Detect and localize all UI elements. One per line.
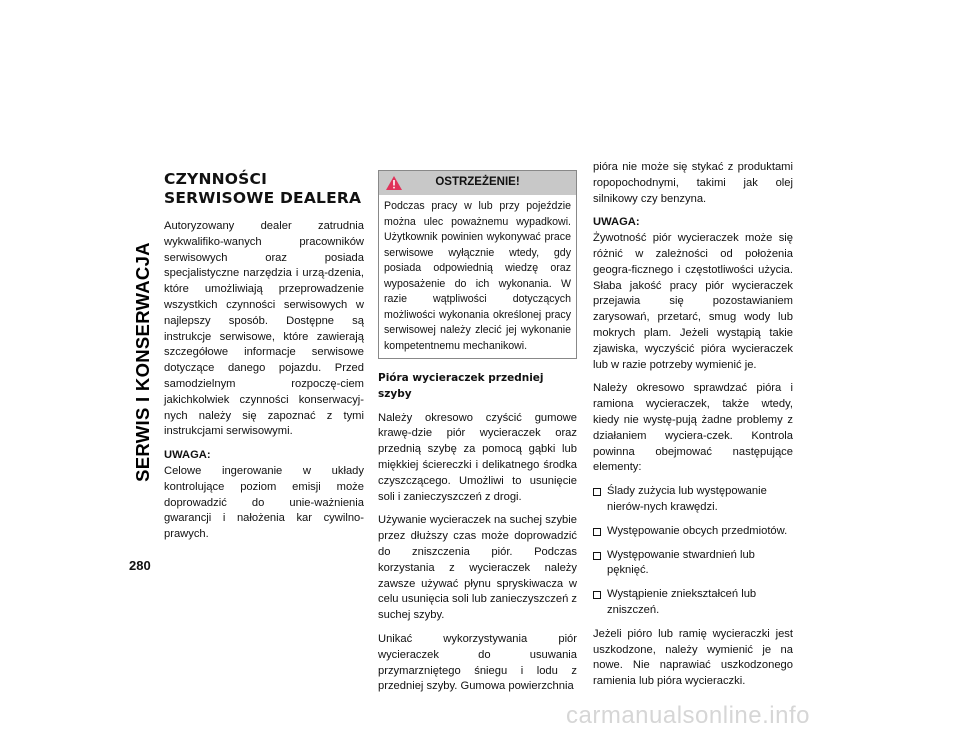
warning-text: Podczas pracy w lub przy pojeździe można ulec poważnemu wypadkowi. Użytkownik powinien wykonywać prace serwisowe wyłącznie wtedy, gdy posiada odpowiednią wiedzę oraz wyposażenie do ich wykonania. W razie wątpliwości dotyczących możliwości wykonania określonej pracy serwisowej należy zlecić jej wykonanie kompetentnemu mechanikowi.: [384, 200, 571, 352]
list-item: [593, 484, 793, 516]
wiper-paragraph-1: Należy okresowo czyścić gumowe krawę-dzie piór wycieraczek oraz przednią szybę za pomocą gąbki lub miękkiej ściereczki i delikatnego środka czyszczącego. Umożliwi to usunięcie soli i zanieczyszczeń z drogi.: [378, 411, 577, 503]
list-item-text: Występowanie stwardnień lub pęknięć.: [607, 548, 755, 577]
square-bullet-icon: [593, 591, 601, 599]
section-title: CZYNNOŚCI SERWISOWE DEALERA: [164, 170, 362, 207]
note-text-2: Żywotność piór wycieraczek może się różnić w zależności od położenia geogra-ficznego i częstotliwości użycia. Słaba jakość pracy piór wycieraczek przejawia się pozostawianiem zarysowań, przetarć, smug wody lub mokrych plam. Jeżeli wystąpią takie zjawiska, wyczyścić pióra wycieraczek lub w razie potrzeby wymienić je.: [593, 232, 793, 371]
page-number: 280: [129, 558, 151, 573]
wiper-subheading: Pióra wycieraczek przedniej szyby: [378, 372, 544, 400]
square-bullet-icon: [593, 528, 601, 536]
section-sidebar-text: SERWIS I KONSERWACJA: [132, 242, 153, 482]
wiper-paragraph-continued: pióra nie może się stykać z produktami ropopochodnymi, takimi jak olej silnikowy czy benzyna.: [593, 161, 793, 205]
intro-paragraph: Autoryzowany dealer zatrudnia wykwalifiko-wanych pracowników serwisowych oraz posiada specjalistyczne narzędzia i urzą-dzenia, które umożliwiają przeprowadzenie wszystkich czynności serwisowych w najlepszy sposób. Dostępne są instrukcje serwisowe, które zawierają szczegółowe informacje serwisowe dotyczące danego pojazdu. Przed samodzielnym rozpoczę-ciem jakichkolwiek czynności konserwacyj-nych należy się zapoznać z tymi instrukcjami serwisowymi.: [164, 220, 364, 438]
warning-title: OSTRZEŻENIE!: [435, 176, 520, 189]
square-bullet-icon: [593, 552, 601, 560]
replacement-paragraph: Jeżeli pióro lub ramię wycieraczki jest uszkodzone, należy wymienić je na nowe. Nie naprawiać uszkodzonego ramienia lub pióra wycieraczki.: [593, 627, 793, 688]
wiper-paragraph-2: Używanie wycieraczek na suchej szybie przez dłuższy czas może doprowadzić do zniszczenia piór. Podczas korzystania z wycieraczek należy zawsze używać płynu spryskiwacza w celu usunięcia soli lub zanieczyszczeń z suchej szyby.: [378, 514, 577, 622]
list-item-text: Występowanie obcych przedmiotów.: [607, 524, 788, 537]
section-sidebar-label: [129, 168, 157, 556]
square-bullet-icon: [593, 488, 601, 496]
column-1: [164, 170, 364, 551]
warning-triangle-icon: [385, 175, 403, 191]
warning-header: [379, 171, 576, 195]
column-2: [378, 170, 577, 703]
list-item: [593, 524, 793, 540]
inspection-paragraph: Należy okresowo sprawdzać pióra i ramiona wycieraczek, także wtedy, kiedy nie wystę-pują żadne problemy z działaniem wyciera-czek. Kontrola powinna obejmować następujące elementy:: [593, 382, 793, 474]
warning-box: [378, 170, 577, 359]
note-block-2: [593, 215, 793, 373]
watermark: carmanualsonline.info: [566, 702, 810, 729]
list-item-text: Wystąpienie zniekształceń lub zniszczeń.: [607, 588, 757, 616]
wiper-paragraph-3: Unikać wykorzystywania piór wycieraczek do usuwania przymarzniętego śniegu i lodu z przedniej szyby. Gumowa powierzchnia: [378, 632, 577, 693]
column-3: [593, 160, 793, 698]
note-label-2: UWAGA:: [593, 216, 640, 229]
note-block: [164, 448, 364, 543]
note-label: UWAGA:: [164, 449, 211, 462]
list-item: [593, 548, 793, 580]
list-item: [593, 587, 793, 619]
note-text: Celowe ingerowanie w układy kontrolujące poziom emisji może doprowadzić do unie-ważnienia gwarancji i nałożenia kar cywilno-prawych.: [164, 464, 364, 541]
list-item-text: Ślady zużycia lub występowanie nierów-nych krawędzi.: [607, 485, 767, 513]
